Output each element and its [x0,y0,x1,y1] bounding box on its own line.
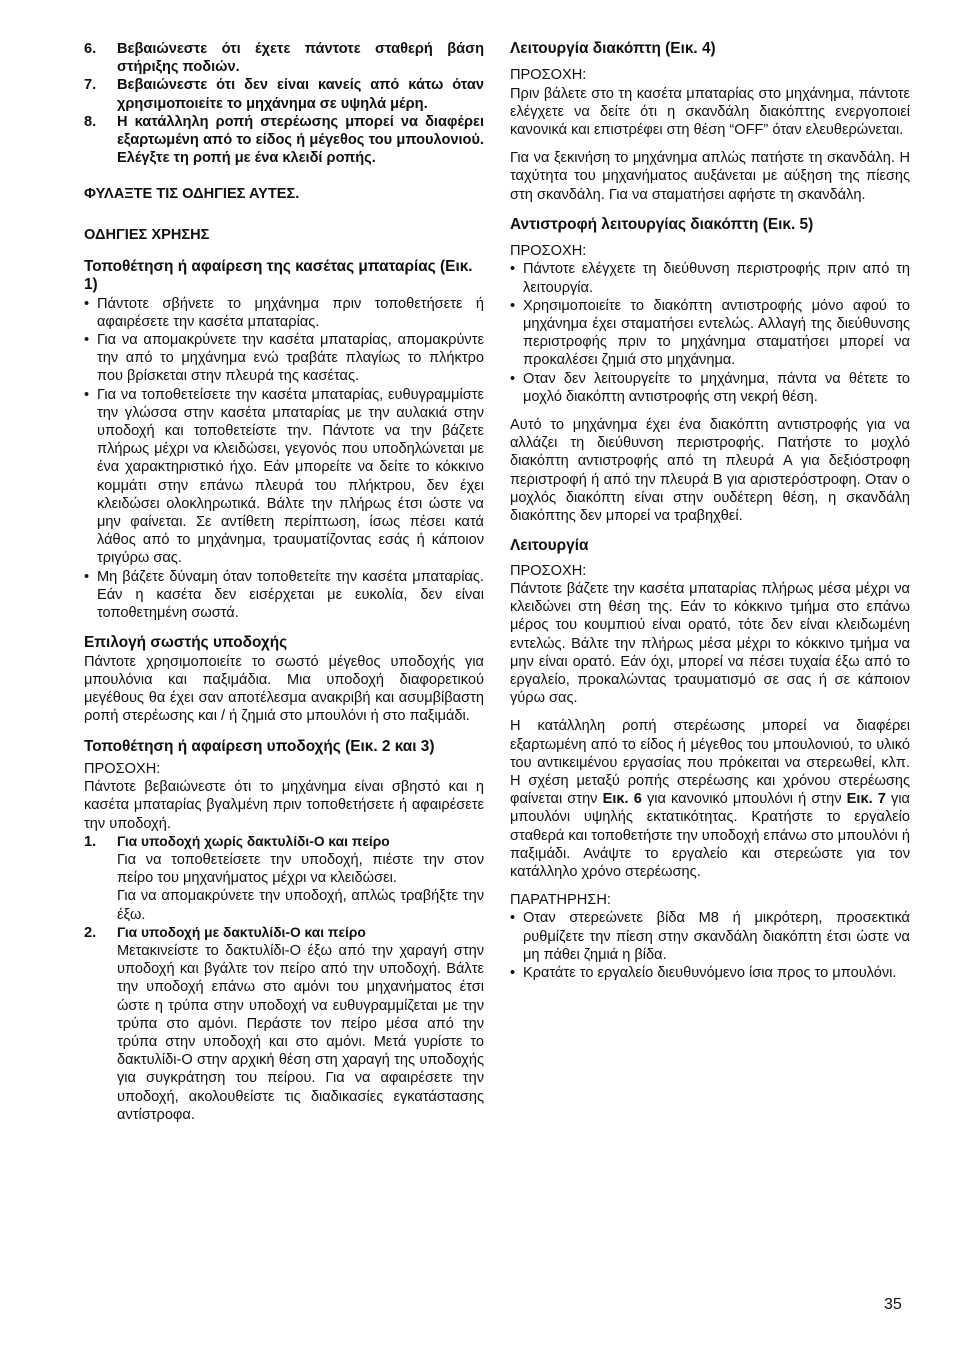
install-section-title: Τοποθέτηση ή αφαίρεση υποδοχής (Εικ. 2 και 3) [84,737,435,755]
list-item: • Πάντοτε ελέγχετε τη διεύθυνση περιστροφής πριν από τη λειτουργία. [510,260,910,296]
socket-section-title: Επιλογή σωστής υποδοχής [84,634,288,652]
save-instructions-heading: ΦΥΛΑΞΤΕ ΤΙΣ ΟΔΗΓΙΕΣ ΑΥΤΕΣ. [84,186,300,203]
reverse-text: Αυτό το μηχάνημα έχει ένα διακόπτη αντιστροφής για να αλλάζει τη διεύθυνση περιστροφής. Πατήστε το μοχλό διακόπτη αντιστροφής από τη πλευρά A για δεξιόστροφη περιστροφή ή από την πλευρά B για αριστερόστροφη. Οταν ο μοχλός διακόπτη είναι στην ουδέτερη θέση, η σκανδάλη διακόπτης δεν μπορεί να τραβηχθεί. [510,417,910,525]
socket-text: Πάντοτε χρησιμοποιείτε το σωστό μέγεθος υποδοχής για μπουλόνια και παξιμάδια. Μια υποδοχή διαφορετικού μεγέθους θα έχει σαν αποτέλεσμα ανακριβή και ασυμβίβαστη ροπή στερέωσης και / ή ζημιά στο μπουλόνι ή στο παξιμάδι. [84,653,484,725]
step-item: 2. Για υποδοχή με δακτυλίδι-O και πείρο Μετακινείστε το δακτυλίδι-O έξω από την χαραγή στην υποδοχή και βγάλτε τον πείρο από την υποδοχή. Βάλτε την υποδοχή επάνω στο αμόνι του μηχανήματος έτσι ώστε η τρύπα στην υποδοχή να ευθυγραμμίζεται με την τρύπα στο αμόνι. Περάστε τον πείρο μέσα από την τρύπα στην υποδοχή και στο αμόνι. Μετά γυρίστε το δακτυλίδι-O στην αρχική θέση στη χαραγή της υποδοχής για συγκράτηση του πείρου. Για να αφαιρέσετε την υποδοχή, ακολουθείστε τις διαδικασίες εγκατάστασης αντίστροφα. [84,924,484,1123]
switch-caution-text: Πριν βάλετε στο τη κασέτα μπαταρίας στο μηχάνημα, πάντοτε ελέγχετε να δείτε ότι η σκανδάλη διακόπτης ενεργοποιεί κανονικά και επιστρέφει στη θέση “OFF” όταν ελευθερώνεται. [510,85,910,139]
page-number: 35 [884,1296,902,1313]
operation-section-title: Λειτουργία [510,537,589,555]
caution-label: ΠΡΟΣΟΧΗ: [84,760,161,777]
list-item: • Οταν δεν λειτουργείτε το μηχάνημα, πάντα να θέτετε το μοχλό διακόπτη αντιστροφής στη νεκρή θέση. [510,370,910,406]
step-item: 1. Για υποδοχή χωρίς δακτυλίδι-O και πείρο Για να τοποθετείσετε την υποδοχή, πιέστε την στον πείρο του μηχανήματος μέχρι να κλειδώσει. Για να απομακρύνετε την υποδοχή, απλώς τραβήξτε την έξω. [84,833,484,923]
step-title: Για υποδοχή με δακτυλίδι-O και πείρο [117,924,366,940]
figure-6-ref: Εικ. 6 [602,791,642,808]
reverse-section-title: Αντιστροφή λειτουργίας διακόπτη (Εικ. 5) [510,215,814,233]
usage-instructions-heading: ΟΔΗΓΙΕΣ ΧΡΗΣΗΣ [84,226,210,243]
operation-text: Η κατάλληλη ροπή στερέωσης μπορεί να διαφέρει εξαρτωμένη από το είδος ή μέγεθος του μπουλονιού, το υλικό του αντικειμένου εργασίας που πρόκειται να στερεωθεί, κλπ. Η σχέση μεταξύ ροπής στερέωσης και χρόνου στερέωσης φαίνεται στην Εικ. 6 για κανονικό μπουλόνι ή στην Εικ. 7 για μπουλόνι υψηλής εκτατικότητας. Κρατήστε το εργαλείο σταθερά και τοποθετήστε την υποδοχή επάνω στο μπουλόνι ή παξιμάδι. Ανάψτε το εργαλείο και στερεώστε για τον κατάλληλο χρόνο στερέωσης. [510,718,910,880]
step-title: Για υποδοχή χωρίς δακτυλίδι-O και πείρο [117,833,390,849]
list-item: • Χρησιμοποιείτε το διακόπτη αντιστροφής μόνο αφού το μηχάνημα έχει σταματήσει εντελώς. Αλλαγή της διεύθυνσης περιστροφής πριν το μηχάνημα σταματήσει μπορεί να προκαλέσει ζημιά στο μηχάνημα. [510,297,910,370]
list-item: • Οταν στερεώνετε βίδα M8 ή μικρότερη, προσεκτικά ρυθμίζετε την πίεση στην σκανδάλη διακόπτη έτσι ώστε να μη πάθει ζημιά η βίδα. [510,909,910,964]
step-text: Για να απομακρύνετε την υποδοχή, απλώς τραβήξτε την έξω. [117,888,484,923]
battery-bullets [84,295,484,623]
reverse-bullets [510,260,910,406]
note-label: ΠΑΡΑΤΗΡΗΣΗ: [510,892,611,909]
switch-text: Για να ξεκινήση το μηχάνημα απλώς πατήστε τη σκανδάλη. Η ταχύτητα του μηχανήματος αυξάνεται με αύξηση της πίεσης στη σκανδάλη. Για να σταματήσει αφήστε τη σκανδάλη. [510,150,910,203]
step-text: Για να τοποθετείσετε την υποδοχή, πιέστε την στον πείρο του μηχανήματος μέχρι να κλειδώσει. [117,851,484,887]
operation-caution-text: Πάντοτε βάζετε την κασέτα μπαταρίας πλήρως μέσα μέχρι να κλειδώνει στη θέση της. Εάν το κόκκινο τμήμα στο επάνω μέρος του κουμπιού είναι ορατό, τότε δεν είναι κλειδωμένη εντελώς. Βάλτε την πλήρως μέσα μέχρι το κόκκινο τμήμα να μην είναι ορατό. Εάν όχι, μπορεί να πέσει τυχαία έξω από το εργαλείο, προκαλώντας τραυματισμό σε σας ή σε κάποιον γύρω σας. [510,580,910,707]
warning-item: 8. Η κατάλληλη ροπή στερέωσης μπορεί να διαφέρει εξαρτωμένη από το είδος ή μέγεθος του μπουλονιού. Ελέγξτε τη ροπή με ένα κλειδί ροπής. [84,113,484,167]
right-column [510,40,910,982]
list-item: • Κρατάτε το εργαλείο διευθυνόμενο ίσια προς το μπουλόνι. [510,964,910,982]
warning-item: 6. Βεβαιώνεστε ότι έχετε πάντοτε σταθερή βάση στήριξης ποδιών. [84,41,484,76]
left-column [84,40,484,1124]
install-steps [84,833,484,1124]
list-item: • Για να τοποθετείσετε την κασέτα μπαταρίας, ευθυγραμμίστε την γλώσσα στην κασέτα μπαταρίας με την αυλακιά στην υποδοχή και τοποθετείστε την. Πάντοτε να την βάζετε πλήρως μέχρι να κλειδώσει, γεγονός που υποδηλώνεται με ένα χαρακτηριστικό ήχο. Εάν μπορείτε να δείτε το κόκκινο κομμάτι στην επάνω πλευρά του πλήκτρου, δεν έχει κλειδώσει ολοκληρωτικά. Βάλτε την πλήρως έτσι ώστε να μην φαίνεται. Σε αντίθετη περίπτωση, ίσως πέσει κατά λάθος από το μηχάνημα, τραυματίζοντας εσάς ή κάποιον τριγύρω σας. [84,386,484,568]
note-bullets [510,909,910,982]
list-item: • Μη βάζετε δύναμη όταν τοποθετείτε την κασέτα μπαταρίας. Εάν η κασέτα δεν εισέρχεται με ευκολία, δεν είναι τοποθετημένη σωστά. [84,568,484,623]
caution-label: ΠΡΟΣΟΧΗ: [510,67,587,84]
step-text: Μετακινείστε το δακτυλίδι-O έξω από την χαραγή στην υποδοχή και βγάλτε τον πείρο από την υποδοχή. Βάλτε την υποδοχή επάνω στο αμόνι του μηχανήματος έτσι ώστε η τρύπα στην υποδοχή να ευθυγραμμίζεται με την τρύπα στο αμόνι. Περάστε τον πείρο μέσα από την τρύπα στην υποδοχή και στο αμόνι. Μετά γυρίστε το δακτυλίδι-O στην αρχική θέση στη χαραγή της υποδοχής για συγκράτηση του πείρου. Για να αφαιρέσετε την υποδοχή, ακολουθείστε τις διαδικασίες εγκατάστασης αντίστροφα. [117,942,484,1123]
battery-section-title: Τοποθέτηση ή αφαίρεση της κασέτας μπαταρίας (Εικ. 1) [84,257,473,294]
list-item: • Για να απομακρύνετε την κασέτα μπαταρίας, απομακρύντε την από το μηχάνημα ενώ τραβάτε πλαγίως το πλήκτρο που βρίσκεται στην πλευρά της κασέτας. [84,331,484,386]
safety-warnings-list [84,40,484,167]
warning-item: 7. Βεβαιώνεστε ότι δεν είναι κανείς από κάτω όταν χρησιμοποιείτε το μηχάνημα σε υψηλά μέρη. [84,77,484,112]
switch-section-title: Λειτουργία διακόπτη (Εικ. 4) [510,40,716,57]
caution-label: ΠΡΟΣΟΧΗ: [510,243,587,260]
figure-7-ref: Εικ. 7 [846,791,886,808]
install-caution-text: Πάντοτε βεβαιώνεστε ότι το μηχάνημα είναι σβηστό και η κασέτα μπαταρίας βγαλμένη πριν τοποθετήσετε ή αφαιρέσετε την υποδοχή. [84,779,484,832]
list-item: • Πάντοτε σβήνετε το μηχάνημα πριν τοποθετήσετε ή αφαιρέσετε την κασέτα μπαταρίας. [84,295,484,331]
caution-label: ΠΡΟΣΟΧΗ: [510,562,587,579]
